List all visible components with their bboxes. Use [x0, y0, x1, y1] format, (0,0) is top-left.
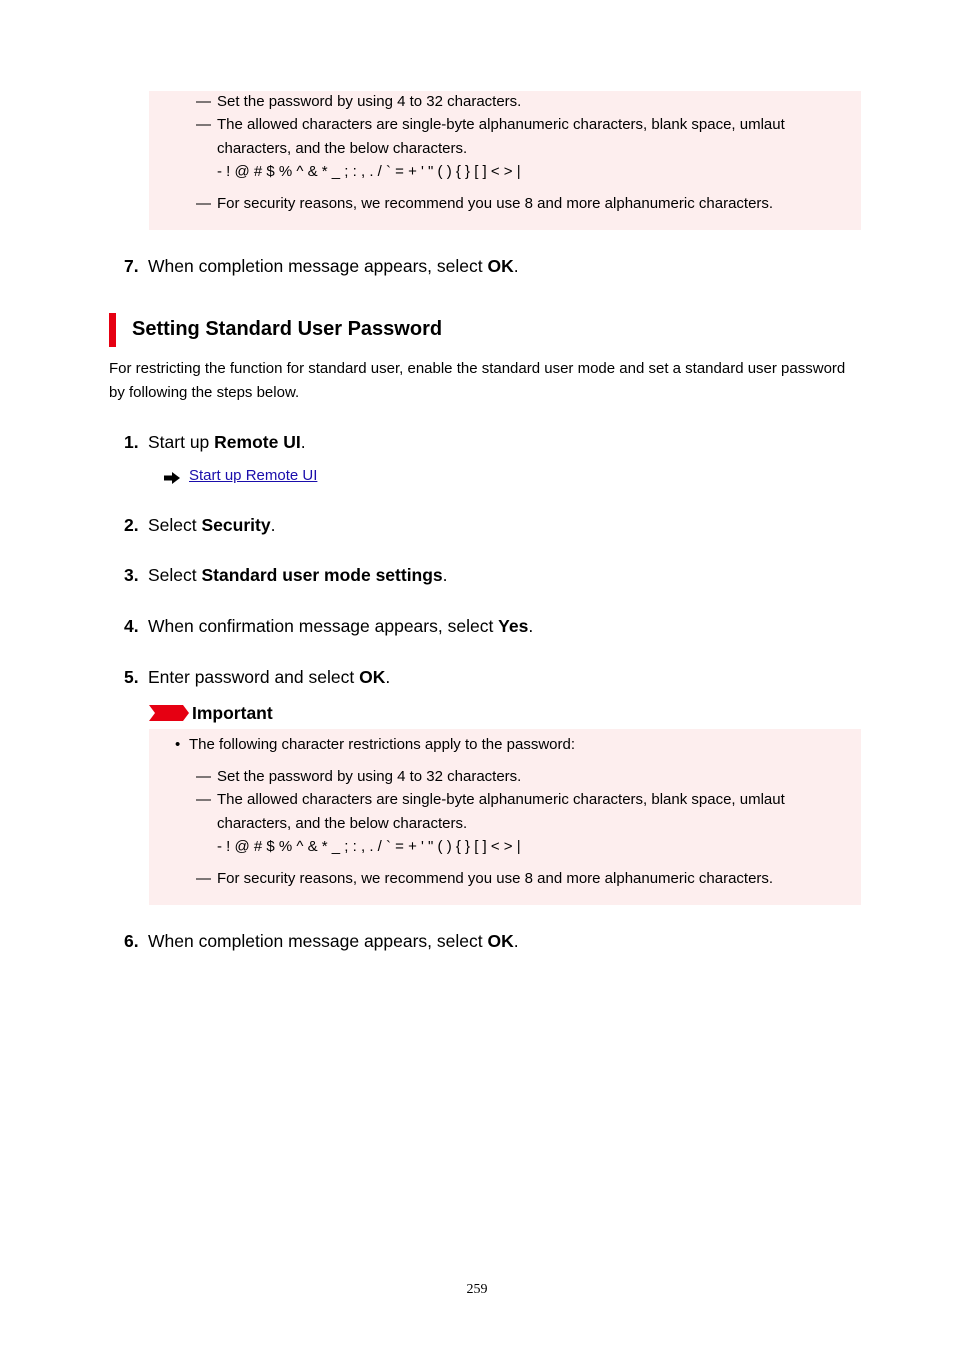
step-3: 3. Select Standard user mode settings.: [124, 565, 448, 585]
important-chevrons-icon: [149, 705, 189, 726]
step-7: 7. When completion message appears, select OK.: [124, 256, 519, 276]
page-number: 259: [466, 1282, 488, 1297]
important-title: Important: [192, 703, 273, 723]
step-5: 5. Enter password and select OK.: [124, 667, 391, 687]
section-intro: For restricting the function for standard user, enable the standard user mode and set a standard user password by following the steps below.: [109, 360, 846, 401]
link-row: [164, 466, 317, 486]
arrow-right-icon: [164, 470, 181, 482]
heading-accent-bar: [109, 313, 116, 347]
step-6: 6. When completion message appears, select OK.: [124, 931, 519, 951]
step-2: 2. Select Security.: [124, 515, 276, 535]
important-lead: • The following character restrictions apply to the password:: [175, 736, 576, 753]
step-4: 4. When confirmation message appears, select Yes.: [124, 616, 534, 636]
step-1: 1. Start up Remote UI.: [124, 432, 306, 452]
section-title: Setting Standard User Password: [132, 318, 443, 340]
start-up-remote-ui-link[interactable]: Start up Remote UI: [189, 467, 318, 484]
